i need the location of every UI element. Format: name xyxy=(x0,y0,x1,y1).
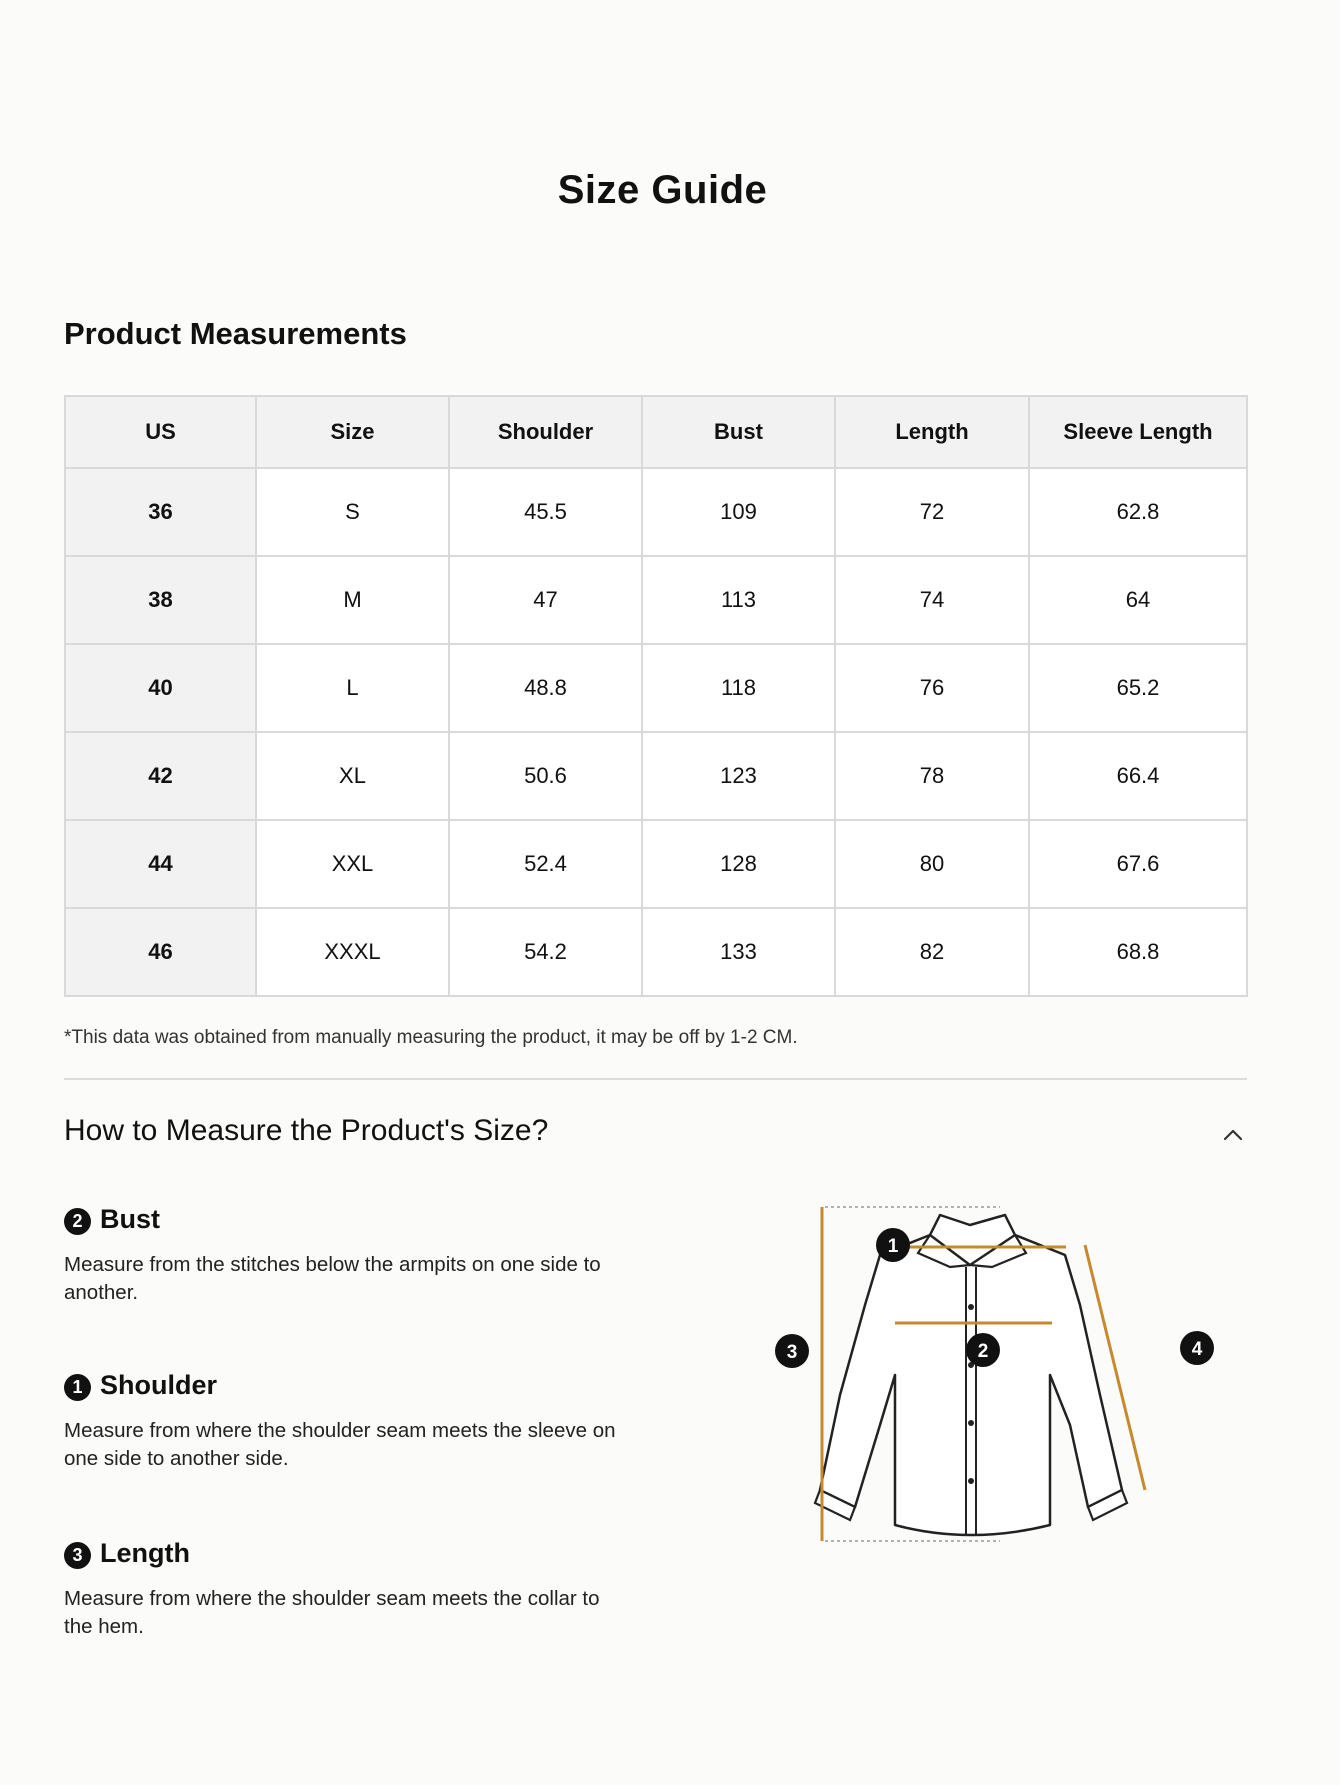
cell-shoulder: 50.6 xyxy=(449,732,642,820)
column-header-length: Length xyxy=(835,396,1029,468)
chevron-up-icon[interactable] xyxy=(1220,1122,1246,1148)
measure-label: Shoulder xyxy=(100,1370,218,1400)
column-header-us: US xyxy=(65,396,256,468)
product-measurements-heading: Product Measurements xyxy=(64,316,407,351)
marker-3-label: 3 xyxy=(786,1342,798,1363)
measure-label: Bust xyxy=(100,1204,160,1234)
cell-us: 42 xyxy=(65,732,256,820)
marker-2-label: 2 xyxy=(977,1341,989,1362)
divider xyxy=(64,1078,1247,1080)
column-header-bust: Bust xyxy=(642,396,835,468)
cell-bust: 123 xyxy=(642,732,835,820)
cell-us: 38 xyxy=(65,556,256,644)
cell-shoulder: 45.5 xyxy=(449,468,642,556)
number-1-icon: 1 xyxy=(64,1374,91,1401)
cell-sleeve-length: 65.2 xyxy=(1029,644,1247,732)
marker-3-icon xyxy=(775,1334,809,1368)
cell-bust: 113 xyxy=(642,556,835,644)
cell-sleeve-length: 67.6 xyxy=(1029,820,1247,908)
marker-2-icon xyxy=(966,1333,1000,1367)
shirt-measurement-diagram xyxy=(770,1195,1250,1555)
cell-shoulder: 48.8 xyxy=(449,644,642,732)
table-row xyxy=(65,908,1247,996)
cell-size: L xyxy=(256,644,449,732)
cell-length: 72 xyxy=(835,468,1029,556)
cell-bust: 109 xyxy=(642,468,835,556)
cell-us: 46 xyxy=(65,908,256,996)
page-title: Size Guide xyxy=(557,168,768,212)
size-table xyxy=(64,395,1248,997)
cell-us: 44 xyxy=(65,820,256,908)
marker-4-label: 4 xyxy=(1191,1339,1203,1360)
number-2-icon: 2 xyxy=(64,1208,91,1235)
measurement-note: *This data was obtained from manually measuring the product, it may be off by 1-2 CM. xyxy=(64,1027,798,1048)
cell-bust: 128 xyxy=(642,820,835,908)
table-row xyxy=(65,820,1247,908)
cell-sleeve-length: 64 xyxy=(1029,556,1247,644)
cell-length: 74 xyxy=(835,556,1029,644)
measure-description: Measure from where the shoulder seam meets the sleeve on one side to another side. xyxy=(64,1419,616,1470)
cell-bust: 118 xyxy=(642,644,835,732)
cell-shoulder: 54.2 xyxy=(449,908,642,996)
cell-sleeve-length: 68.8 xyxy=(1029,908,1247,996)
measure-description: Measure from the stitches below the armpits on one side to another. xyxy=(64,1253,601,1304)
measure-label: Length xyxy=(100,1538,190,1568)
cell-us: 40 xyxy=(65,644,256,732)
column-header-size: Size xyxy=(256,396,449,468)
cell-shoulder: 47 xyxy=(449,556,642,644)
measure-item-length xyxy=(64,1538,624,1641)
marker-1-label: 1 xyxy=(887,1236,899,1257)
cell-size: M xyxy=(256,556,449,644)
cell-sleeve-length: 66.4 xyxy=(1029,732,1247,820)
cell-length: 82 xyxy=(835,908,1029,996)
marker-1-icon xyxy=(876,1228,910,1262)
cell-us: 36 xyxy=(65,468,256,556)
cell-size: S xyxy=(256,468,449,556)
table-row xyxy=(65,556,1247,644)
cell-shoulder: 52.4 xyxy=(449,820,642,908)
column-header-shoulder: Shoulder xyxy=(449,396,642,468)
cell-size: XXXL xyxy=(256,908,449,996)
shirt-icon xyxy=(770,1195,1250,1555)
number-3-icon: 3 xyxy=(64,1542,91,1569)
cell-length: 76 xyxy=(835,644,1029,732)
table-header-row xyxy=(65,396,1247,468)
table-row xyxy=(65,644,1247,732)
measure-item-bust xyxy=(64,1204,624,1307)
table-row xyxy=(65,732,1247,820)
marker-4-icon xyxy=(1180,1331,1214,1365)
measure-item-shoulder xyxy=(64,1370,624,1473)
cell-bust: 133 xyxy=(642,908,835,996)
cell-sleeve-length: 62.8 xyxy=(1029,468,1247,556)
how-to-measure-title: How to Measure the Product's Size? xyxy=(64,1114,549,1147)
cell-length: 78 xyxy=(835,732,1029,820)
table-row xyxy=(65,468,1247,556)
measure-description: Measure from where the shoulder seam meets the collar to the hem. xyxy=(64,1587,600,1638)
column-header-sleeve-length: Sleeve Length xyxy=(1029,396,1247,468)
cell-length: 80 xyxy=(835,820,1029,908)
cell-size: XXL xyxy=(256,820,449,908)
cell-size: XL xyxy=(256,732,449,820)
